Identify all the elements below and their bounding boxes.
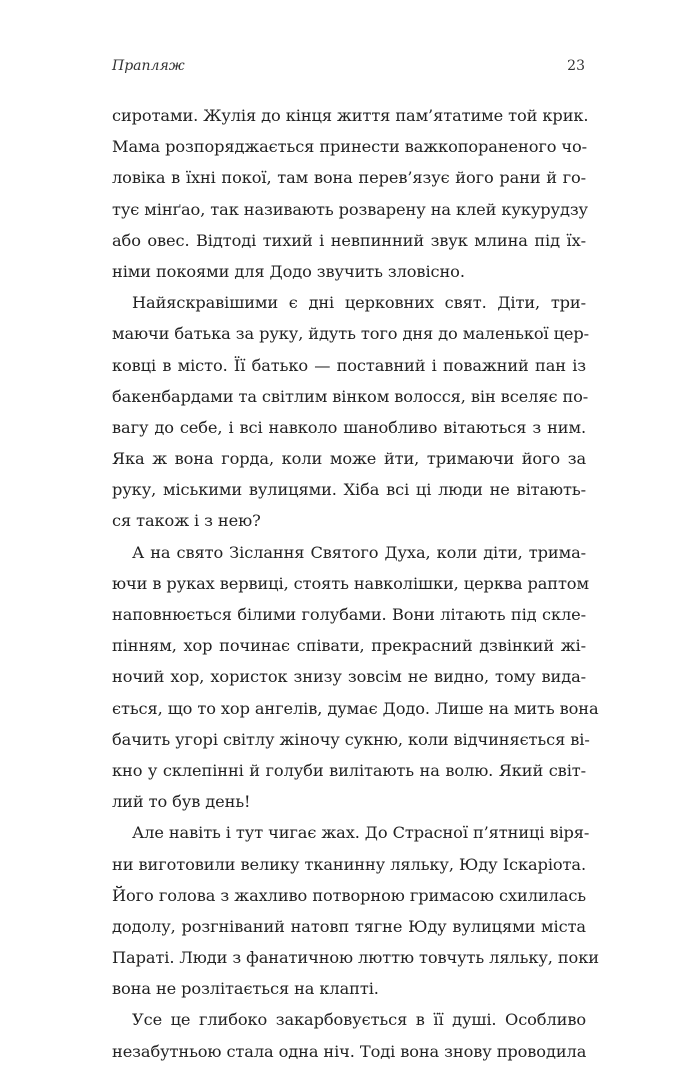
- text-line: пінням, хор починає співати, прекрасний дзвінкий жі-: [112, 636, 586, 656]
- text-line: ся також і з нею?: [112, 511, 261, 531]
- text-line: ючи в руках вервиці, стоять навколішки, церква раптом: [112, 573, 589, 593]
- text-line: тує мінґао, так називають розварену на клей кукурудзу: [112, 199, 588, 219]
- text-line: ковці в місто. Її батько — поставний і поважний пан із: [112, 355, 586, 375]
- text-line: Мама розпоряджається принести важкопораненого чо-: [112, 137, 588, 157]
- paragraph: [112, 537, 599, 818]
- text-line: Яка ж вона горда, коли може йти, тримаючи його за: [112, 449, 586, 469]
- paragraph: [112, 817, 599, 1004]
- text-line: незабутньою стала одна ніч. Тоді вона знову проводила: [112, 1041, 587, 1061]
- text-line: бакенбардами та світлим вінком волосся, він вселяє по-: [112, 386, 589, 406]
- text-line: або овес. Відтоді тихий і невпинний звук млина під їх-: [112, 230, 586, 250]
- text-line: бачить угорі світлу жіночу сукню, коли відчиняється ві-: [112, 729, 590, 749]
- text-line: вагу до себе, і всі навколо шанобливо вітаються з ним.: [112, 417, 586, 437]
- page-number: 23: [567, 58, 585, 74]
- paragraph: [112, 1004, 586, 1066]
- text-line: Але навіть і тут чигає жах. До Страсної п’ятниці віря-: [132, 823, 590, 843]
- text-line: А на свято Зіслання Святого Духа, коли діти, трима-: [132, 542, 586, 562]
- text-line: німи покоями для Додо звучить зловісно.: [112, 261, 465, 281]
- text-line: маючи батька за руку, йдуть того дня до маленької цер-: [112, 324, 590, 344]
- body-text: [112, 100, 599, 1067]
- paragraph: [112, 100, 589, 287]
- text-line: Найяскравішими є дні церковних свят. Діти, три-: [132, 293, 586, 313]
- text-line: Усе це глибоко закарбовується в її душі. Особливо: [132, 1010, 586, 1030]
- text-line: руку, міськими вулицями. Хіба всі ці люди не вітають-: [112, 480, 586, 500]
- text-line: ни виготовили велику тканинну ляльку, Юду Іскаріота.: [112, 854, 586, 874]
- text-line: додолу, розгніваний натовп тягне Юду вулицями міста: [112, 916, 586, 936]
- text-line: ється, що то хор ангелів, думає Додо. Лише на мить вона: [112, 698, 599, 718]
- text-line: Його голова з жахливо потворною гримасою схилилась: [112, 885, 586, 905]
- text-line: вона не розлітається на клапті.: [112, 979, 379, 999]
- text-line: Параті. Люди з фанатичною люттю товчуть ляльку, поки: [112, 948, 599, 968]
- text-line: ловіка в їхні покої, там вона перев’язує його рани й го-: [112, 168, 586, 188]
- text-line: наповнюється білими голубами. Вони літають під скле-: [112, 605, 586, 624]
- text-line: ночий хор, хористок знизу зовсім не видно, тому вида-: [112, 667, 586, 687]
- text-line: сиротами. Жулія до кінця життя пам’ятатиме той крик.: [112, 106, 589, 125]
- paragraph: [112, 287, 590, 537]
- text-line: лий то був день!: [112, 792, 251, 812]
- text-line: кно у склепінні й голуби вилітають на волю. Який світ-: [112, 760, 586, 780]
- running-title: Прапляж: [112, 58, 185, 74]
